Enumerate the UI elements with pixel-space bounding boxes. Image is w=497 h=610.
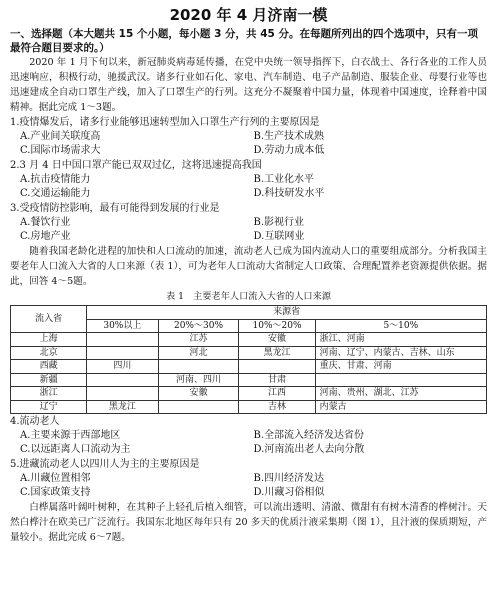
table-cell: 江西: [239, 387, 315, 401]
question-stem: 5.进藏流动老人以四川人为主的主要原因是: [10, 459, 200, 470]
question-stem: 4.流动老人: [10, 416, 60, 427]
table-row: [11, 360, 487, 374]
option-a: A.川藏位置相邻: [20, 473, 91, 484]
table-cell: 安徽: [239, 333, 315, 347]
table-cell: 河北: [158, 346, 239, 360]
table-cell: 浙江: [11, 387, 87, 401]
table-cell: 河南、四川: [158, 373, 239, 387]
table-cell: 北京: [11, 346, 87, 360]
bin-header: 20%～30%: [158, 319, 239, 333]
question-stem: 3.受疫情防控影响，最有可能得到发展的行业是: [10, 203, 220, 214]
option-d: D.川藏习俗相似: [253, 487, 325, 498]
bin-header: 5～10%: [315, 319, 486, 333]
question-block-3: [10, 202, 487, 244]
option-c: C.以远距离人口流动为主: [20, 444, 131, 455]
question-stem: 1.疫情爆发后，诸多行业能够迅速转型加入口罩生产行列的主要原因是: [10, 117, 320, 128]
option-d: D.河南流出老人去向分散: [253, 444, 365, 455]
table-cell: [87, 346, 158, 360]
question-block-4: [10, 415, 487, 457]
question-options: [10, 173, 487, 201]
header-flow-province: 流入省: [11, 306, 87, 333]
table-cell: [158, 360, 239, 374]
question-options: [10, 429, 487, 457]
table-header-row: [11, 306, 487, 320]
table-cell: [87, 333, 158, 347]
table-cell: 黑龙江: [87, 400, 158, 414]
header-source-province: 来源省: [87, 306, 487, 320]
option-c: C.房地产业: [20, 231, 71, 242]
table-row: [11, 400, 487, 414]
table-cell: 西藏: [11, 360, 87, 374]
table-cell: [87, 373, 158, 387]
table-cell: 辽宁: [11, 400, 87, 414]
question-options: [10, 216, 487, 244]
option-b: B.四川经济发达: [253, 473, 325, 484]
table-cell: 新疆: [11, 373, 87, 387]
question-block-1: [10, 116, 487, 158]
table-row: [11, 346, 487, 360]
table-cell: [239, 360, 315, 374]
table-cell: 河南、辽宁、内蒙古、吉林、山东: [315, 346, 486, 360]
question-options: [10, 130, 487, 158]
table-caption: 表 1 主要老年人口流入大省的人口来源: [166, 291, 331, 302]
table-cell: [87, 387, 158, 401]
bin-header: 30%以上: [87, 319, 158, 333]
table-row: [11, 387, 487, 401]
table-cell: 河南、贵州、湖北、江苏: [315, 387, 486, 401]
option-a: A.餐饮行业: [20, 217, 71, 228]
question-stem: 2.3 月 4 日中国口罩产能已双双过亿，这将迅速提高我国: [10, 160, 262, 171]
option-d: D.互联网业: [253, 231, 305, 242]
table-row: [11, 333, 487, 347]
option-a: A.产业间关联度高: [20, 131, 101, 142]
bin-header: 10%～20%: [239, 319, 315, 333]
table-cell: 黑龙江: [239, 346, 315, 360]
question-options: [10, 472, 487, 500]
table-cell: 吉林: [239, 400, 315, 414]
option-d: D.劳动力成本低: [253, 145, 325, 156]
table-row: [11, 373, 487, 387]
passage-elderly: 随着我国老龄化进程的加快和人口流动的加速，流动老人已成为国内流动人口的重要组成部分。分析我国主要老年人口流入大省的人口来源（表 1），可为老年人口流动大省制定人口政策、合理配置养老资源提供依据。据此，回答 4～5题。: [10, 246, 487, 287]
source-table: [10, 305, 487, 414]
option-b: B.生产技术成熟: [253, 131, 325, 142]
option-c: C.交通运输能力: [20, 188, 91, 199]
table-cell: 上海: [11, 333, 87, 347]
option-b: B.工业化水平: [253, 174, 315, 185]
option-a: A.主要来源于西部地区: [20, 430, 121, 441]
table-cell: 江苏: [158, 333, 239, 347]
option-b: B.全部流入经济发达省份: [253, 430, 365, 441]
table-cell: 安徽: [158, 387, 239, 401]
table-cell: [158, 400, 239, 414]
question-block-2: [10, 159, 487, 201]
table-cell: 内蒙古: [315, 400, 486, 414]
table-cell: 四川: [87, 360, 158, 374]
question-block-5: [10, 458, 487, 500]
passage-birch: 白桦属落叶阔叶树种，在其种子上轻孔后植入细管，可以流出透明、清澈、微甜有有树木清香的桦树汁。天然白桦汁在欧美已广泛流行。我国东北地区每年只有 20 多天的优质汁液采集期（图 1），且汁液的保质期短，产量较小。据此完成 6～7题。: [10, 502, 487, 543]
table-cell: 甘肃: [239, 373, 315, 387]
option-c: C.国家政策支持: [20, 487, 91, 498]
table-cell: 重庆、甘肃、河南: [315, 360, 486, 374]
option-d: D.科技研发水平: [253, 188, 325, 199]
option-c: C.国际市场需求大: [20, 145, 101, 156]
passage-covid: 2020 年 1 月下旬以来，新冠肺炎病毒延传播，在党中央统一领导指挥下，白衣战士、各行各业的工作人员迅速响应，积极行动，驰援武汉。诸多行业如石化、家电、汽车制造、电子产品制造、服装企业、母婴行业等也迅速建成全自动口罩生产线，加入了口罩生产的行列。这充分不凝聚着中国力量，体现着中国速度，诠释着中国精神。据此完成 1～3题。: [10, 57, 487, 113]
option-a: A.抗击疫情能力: [20, 174, 91, 185]
table-cell: 浙江、河南: [315, 333, 486, 347]
option-b: B.影视行业: [253, 217, 305, 228]
table-cell: [315, 373, 486, 387]
page-title: 2020 年 4 月济南一模: [169, 6, 328, 24]
section-heading: 一、选择题（本大题共 15 个小题，每小题 3 分，共 45 分。在每题所列出的四个选项中，只有一项最符合题目要求的。）: [10, 28, 478, 54]
